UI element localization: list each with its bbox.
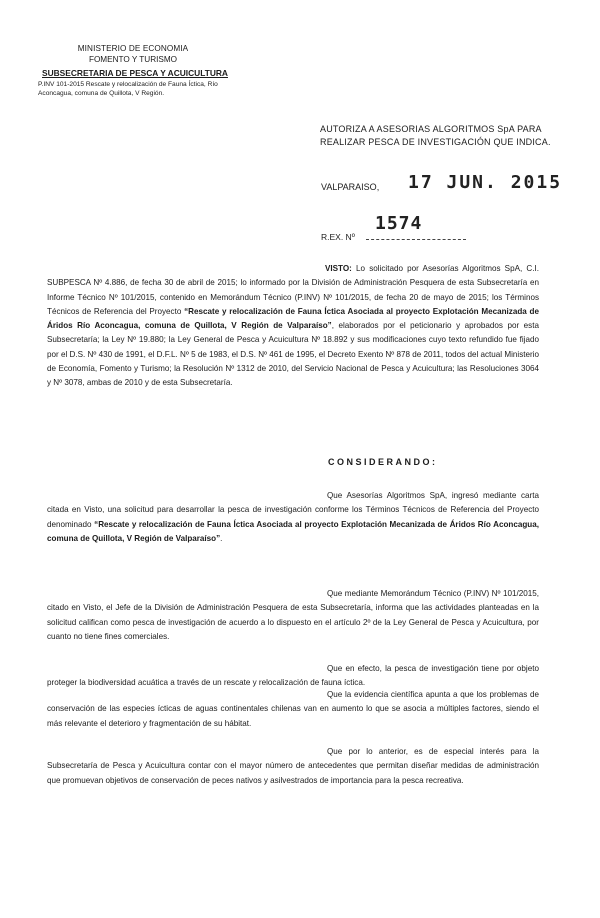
- resolution-number-label: R.EX. Nº: [321, 232, 355, 242]
- considerando-heading: CONSIDERANDO:: [328, 457, 438, 467]
- place-label: VALPARAISO,: [321, 182, 380, 192]
- considerando-paragraph-3: [47, 662, 539, 691]
- ministry-subtitle: FOMENTO Y TURISMO: [88, 55, 178, 64]
- considerando-1-text: Que Asesorías Algoritmos SpA, ingresó mediante carta citada en Visto, una solicitud para desarrollar la pesca de investigación conforme los Términos Técnicos de Referencia del Proyecto denominado: [47, 491, 539, 529]
- date-stamp: 17 JUN. 2015: [408, 172, 563, 193]
- visto-text-b: , elaborados por el peticionario y aprobados por esta Subsecretaría; la Ley Nº 19.880; la Ley General de Pesca y Acuicultura Nº 18.892 y sus modificaciones cuyo texto refundido fue fijado por el D.S. Nº 430 de 1991, el D.F.L. Nº 5 de 1983, el D.S. Nº 461 de 1995, el Decreto Exento Nº 878 de 2011, todos del actual Ministerio de Economía, Fomento y Turismo; la Resolución Nº 1312 de 2010, del Servicio Nacional de Pesca y Acuicultura; las Resoluciones 3064 y Nº 3078, ambas de 2010 y de esta Subsecretaría.: [47, 321, 539, 388]
- reference-line-2: Aconcagua, comuna de Quillota, V Región.: [38, 90, 165, 97]
- considerando-5-text: Que por lo anterior, es de especial interés para la Subsecretaría de Pesca y Acuicultura contar con el mayor número de antecedentes que permitan diseñar medidas de administración que promuevan objetivos de conservación de peces nativos y asilvestrados de importancia para la pesca recreativa.: [47, 747, 539, 785]
- considerando-paragraph-4: [47, 688, 539, 731]
- considerando-1-end: .: [220, 533, 223, 543]
- reference-line-1: P.INV 101-2015 Rescate y relocalización de Fauna Íctica, Río: [38, 81, 218, 88]
- visto-project-name: “Rescate y relocalización de Fauna Íctica Asociada al proyecto Explotación Mecanizada de Áridos Río Aconcagua, comuna de Quillota, V Región de Valparaíso”: [47, 306, 539, 331]
- visto-label: VISTO:: [325, 264, 352, 273]
- considerando-paragraph-5: [47, 745, 539, 788]
- visto-text-a: Lo solicitado por Asesorías Algoritmos SpA, C.I. SUBPESCA Nº 4.886, de fecha 30 de abril de 2015; lo informado por la División de Administración Pesquera de esta Subsecretaría en Informe Técnico Nº 101/2015, contenido en Memorándum Técnico (P.INV) Nº 101/2015, de fecha 20 de mayo de 2015; los Términos Técnicos de Referencia del Proyecto: [47, 264, 539, 316]
- title-line-1: AUTORIZA A ASESORIAS ALGORITMOS SpA PARA: [320, 124, 542, 134]
- considerando-paragraph-1: [47, 489, 539, 546]
- considerando-3-text: Que en efecto, la pesca de investigación tiene por objeto proteger la biodiversidad acuática a través de un rescate y relocalización de fauna íctica.: [47, 664, 539, 688]
- considerando-4-text: Que la evidencia científica apunta a que los problemas de conservación de las especies ícticas de aguas continentales chilenas van en aumento lo que se asocia a múltiples factores, siendo el más relevante el deterioro y fragmentación de su hábitat.: [47, 690, 539, 728]
- considerando-1-project: “Rescate y relocalización de Fauna Íctica Asociada al proyecto Explotación Mecanizada de Áridos Río Aconcagua, comuna de Quillota, V Región de Valparaíso”: [47, 519, 539, 543]
- resolution-number: 1574: [375, 213, 423, 234]
- ministry-name: MINISTERIO DE ECONOMIA: [77, 44, 189, 53]
- undersecretariat-name: SUBSECRETARIA DE PESCA Y ACUICULTURA: [42, 68, 228, 78]
- resolution-title: [320, 123, 560, 149]
- resolution-number-underline: [366, 239, 466, 240]
- considerando-paragraph-2: [47, 587, 539, 644]
- visto-paragraph: [47, 262, 539, 391]
- considerando-2-text: Que mediante Memorándum Técnico (P.INV) Nº 101/2015, citado en Visto, el Jefe de la División de Administración Pesquera de esta Subsecretaría, informa que las actividades planteadas en la solicitud califican como pesca de investigación de acuerdo a lo dispuesto en el artículo 2º de la Ley General de Pesca y Acuicultura, por cuanto no tiene fines comerciales.: [47, 589, 539, 641]
- title-line-2: REALIZAR PESCA DE INVESTIGACIÓN QUE INDICA.: [320, 137, 551, 147]
- letterhead: [38, 44, 248, 98]
